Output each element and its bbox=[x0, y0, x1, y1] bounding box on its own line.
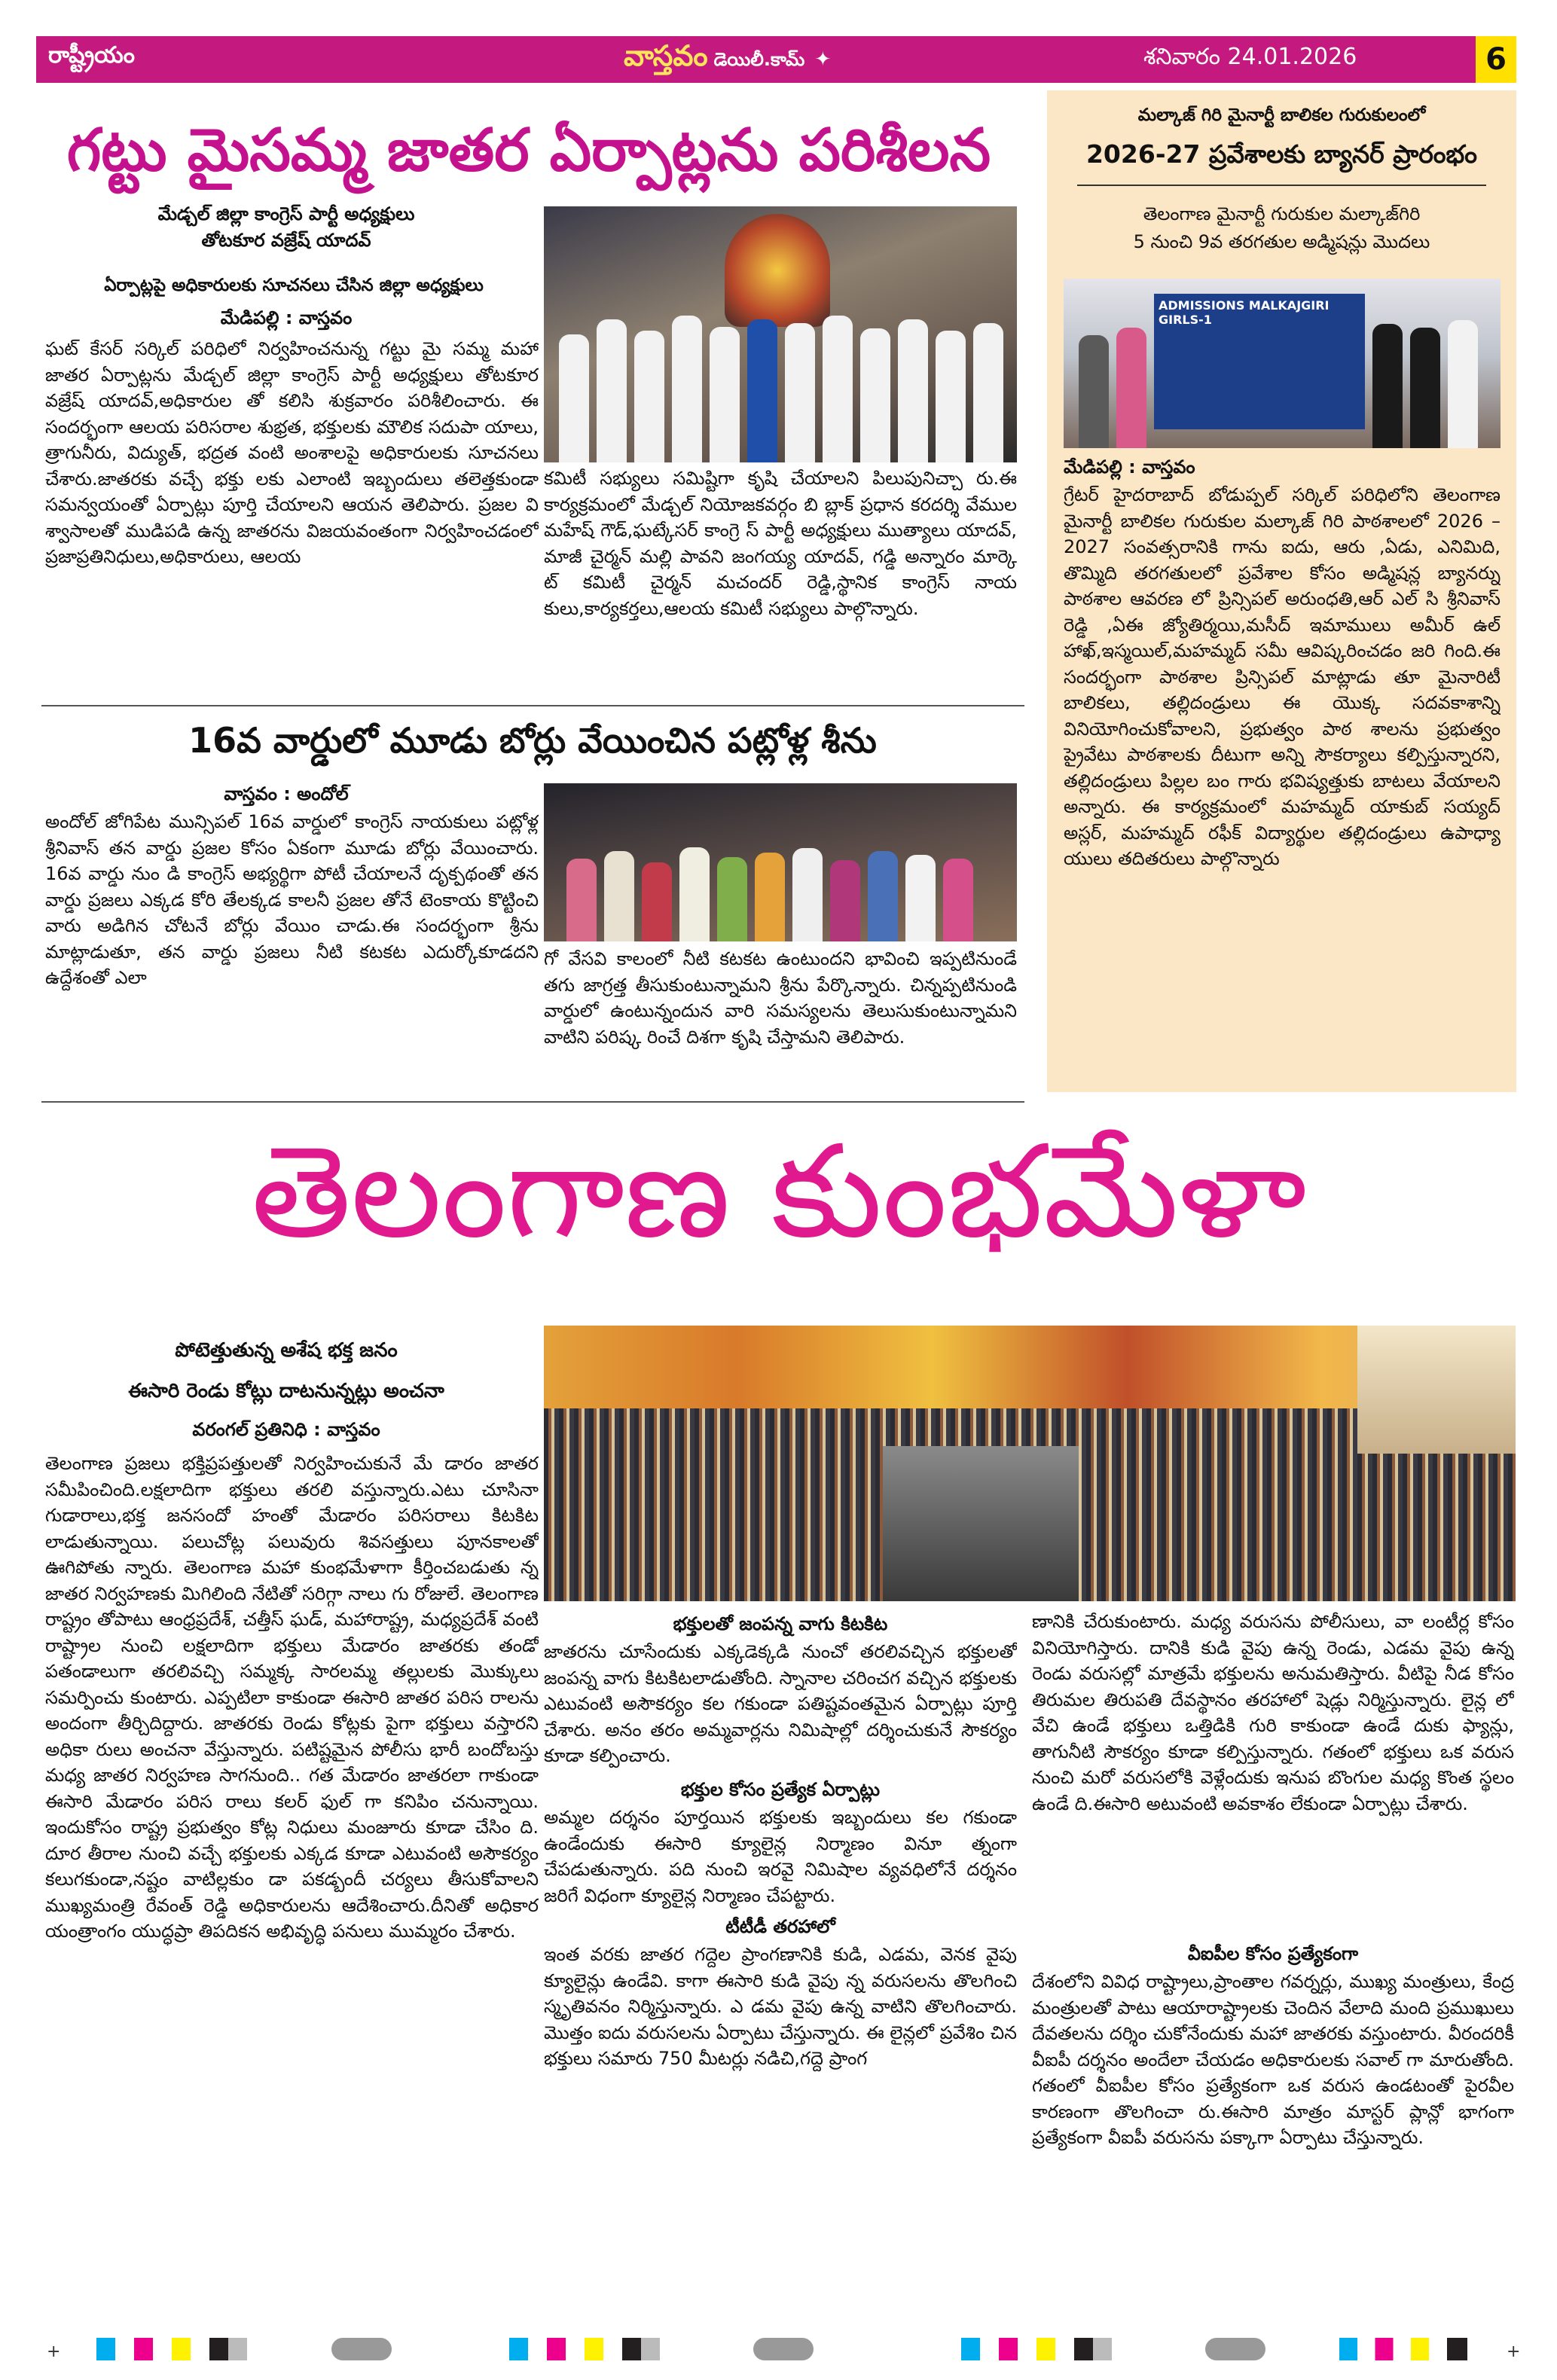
masthead-logo bbox=[624, 39, 831, 80]
side-headline: 2026-27 ప్రవేశాలకు బ్యానర్ ప్రారంభం bbox=[1085, 139, 1478, 169]
side-underline bbox=[1077, 185, 1486, 186]
story1-body-left: ఘట్ కేసర్ సర్కిల్ పరిధిలో నిర్వహించనున్న గట్టు మై సమ్మ మహా జాతర ఏర్పాట్లను మేడ్చల్ జిల్లా కాంగ్రెస్ పార్టీ అధ్యక్షులు తోటకూర వజ్రేష్ యాదవ్,అధికారుల తో కలిసి శుక్రవారం పరిశీలించారు. ఈ సందర్భంగా ఆలయ పరిసరాల శుభ్రత, భక్తులకు మౌలిక సదుపా యాలు, త్రాగునీరు, విద్యుత్, భద్రత వంటి అంశాలపై అధికారులకు సూచనలు చేశారు.జాతరకు వచ్చే భక్తు లకు ఎలాంటి ఇబ్బందులు తలెత్తకుండా సమన్వయంతో ఏర్పాట్లు పూర్తి చేయాలని ఆయన తెలిపారు. ప్రజల వి శ్వాసాలతో ముడిపడి ఉన్న జాతరను విజయవంతంగా నిర్వహించడంలో ప్రజాప్రతినిధులు,అధికారులు, ఆలయ bbox=[45, 338, 539, 567]
page-number: 6 bbox=[1476, 36, 1516, 83]
story3-para-arrangements: అమ్మల దర్శనం పూర్తయిన భక్తులకు ఇబ్బందులు కల గకుండా ఉండేందుకు ఈసారి క్యూలైన్ల నిర్మాణం వినూ త్నంగా చేపడుతున్నారు. పది నుంచి ఇరవై నిమిషాల వ్యవధిలోనే దర్శనం జరిగే విధంగా క్యూలైన్ల నిర్మాణం చేపట్టారు. bbox=[544, 1807, 1017, 1906]
story2-headline: 16వ వార్డులో మూడు బోర్లు వేయించిన పట్లోళ్ల శీను bbox=[188, 720, 877, 761]
story1-headline: గట్టు మైసమ్మ జాతర ఏర్పాట్లను పరిశీలన bbox=[66, 117, 991, 185]
story2-body-left: అందోల్ జోగిపేట మున్సిపల్ 16వ వార్డులో కాంగ్రెస్ నాయకులు పట్లోళ్ల శ్రీనివాస్ తన వార్డు ప్రజల కోసం ఏకంగా మూడు బోర్లు వేయించారు. 16వ వార్డు నుం డి కాంగ్రెస్ అభ్యర్థిగా పోటీ చేయాలనే దృక్పథంతో తన వార్డు ప్రజలు ఎక్కడ కోరి తేలక్కడ కాలనీ ప్రజల తోనే టెంకాయ కొట్టించి వారు అడిగిన చోటనే బోర్లు వేయిం చాడు.ఈ సందర్భంగా శ్రీను మాట్లాడుతూ, తన వార్డు ప్రజలు నీటి కటకట ఎదుర్కోకూడదని ఉద్దేశంతో ఎలా bbox=[45, 811, 539, 988]
gray-oval-1 bbox=[331, 2338, 392, 2360]
goddess-idol-icon bbox=[725, 214, 830, 327]
section-name: రాష్ట్రీయం bbox=[48, 42, 135, 69]
story1-dateline: మేడిపల్లి : వాస్తవం bbox=[220, 307, 353, 328]
story3-dateline: వరంగల్ ప్రతినిధి : వాస్తవం bbox=[192, 1419, 380, 1440]
admission-banner bbox=[1154, 294, 1365, 429]
queue-path bbox=[883, 1446, 1079, 1601]
story1-body-right: కమిటీ సభ్యులు సమిష్టిగా కృషి చేయాలని పిలుపునిచ్చా రు.ఈ కార్యక్రమంలో మేడ్చల్ నియోజకవర్గం బి బ్లాక్ ప్రధాన కరదర్శి వేముల మహేష్ గౌడ్,ఘట్కేసర్ కాంగ్రె స్ పార్టీ అధ్యక్షులు ముత్యాలు యాదవ్, మాజీ చైర్మన్ మల్లి పావని జంగయ్య యాదవ్, గడ్డి అన్నారం మార్కె ట్ కమిటీ చైర్మన్ మచందర్ రెడ్డి,స్థానిక కాంగ్రెస్ నాయ కులు,కార్యకర్తలు,ఆలయ కమిటీ సభ్యులు పాల్గొన్నారు. bbox=[544, 468, 1017, 619]
side-body: గ్రేటర్ హైదరాబాద్ బోడుప్పల్ సర్కిల్ పరిధిలోని తెలంగాణ మైనార్టీ బాలికల గురుకుల మల్కాజ్ గిరి పాఠశాలలో 2026 – 2027 సంవత్సరానికి గాను ఐదు, ఆరు ,ఏడు, ఎనిమిది, తొమ్మిది తరగతులలో ప్రవేశాల కోసం అడ్మిషన్ల బ్యానర్ను పాఠశాల ఆవరణ లో ప్రిన్సిపల్ అరుంధతి,ఆర్ ఎల్ సి శ్రీనివాస్ రెడ్డి ,ఏఈ జ్యోతిర్మయి,మసీద్ ఇమాములు అమీర్ ఉల్ హాఖ్,ఇస్మయిల్,మహమ్మద్ సమీ ఆవిష్కరించడం జరి గింది.ఈ సందర్భంగా పాఠశాల ప్రిన్సిపల్ మాట్లాడు తూ మైనారిటీ బాలికలు, తల్లిదండ్రులు ఈ యొక్క సదవకాశాన్ని వినియోగించుకోవాలని, ప్రభుత్వం పాఠ శాలను ప్రభుత్వం ప్రైవేటు పాఠశాలకు దీటుగా అన్ని సౌకర్యాలు కల్పిస్తున్నారని, తల్లిదండ్రులు పిల్లల బం గారు భవిష్యత్తుకు బాటలు వేయాలని అన్నారు. ఈ కార్యక్రమంలో మహమ్మద్ యాకుబ్ సయ్యద్ అస్లర్, మహమ్మద్ రఫీక్ విద్యార్థుల తల్లిదండ్రులు ఉపాధ్యా యులు తదితరులు పాల్గొన్నారు bbox=[1064, 484, 1501, 869]
side-dateline: మేడిపల్లి : వాస్తవం bbox=[1064, 456, 1195, 478]
gray-oval-3 bbox=[1205, 2338, 1265, 2360]
kumbhamela-banner-title: తెలంగాణ కుంభమేళా bbox=[251, 1118, 1307, 1267]
story2-body-right: గో వేసవి కాలంలో నీటి కటకట ఉంటుందని భావించి ఇప్పటినుండే తగు జాగ్రత్త తీసుకుంటున్నామని శ్రీను పేర్కొన్నారు. చిన్నప్పటినుండి వార్డులో ఉంటున్నందున వారి సమస్యలను తెలుసుకుంటున్నామని వాటిని పరిష్క రించే దిశగా కృషి చేస్తామని తెలిపారు. bbox=[544, 948, 1017, 1048]
story3-subhead-arrangements: భక్తుల కోసం ప్రత్యేక ఏర్పాట్లు bbox=[680, 1779, 881, 1800]
crowd-photo bbox=[544, 1326, 1516, 1601]
gray-oval-2 bbox=[753, 2338, 814, 2360]
temple-building bbox=[1357, 1326, 1516, 1454]
story3-para-jampanna: జాతరను చూసేందుకు ఎక్కడెక్కడి నుంచో తరలివచ్చిన భక్తులతో జంపన్న వాగు కిటకిటలాడుతోంది. స్నానాల చరించగ వచ్చిన భక్తులకు ఎటువంటి అసౌకర్యం కల గకుండా పతిష్టవంతమైన ఏర్పాట్లు పూర్తి చేశారు. అనం తరం అమ్మవార్లను నిమిషాల్లో దర్శించుకునే సౌకర్యం కూడా కల్పించారు. bbox=[544, 1641, 1017, 1766]
side-subhead-1: తెలంగాణ మైనార్టీ గురుకుల మల్కాజ్‌గిరి bbox=[1143, 203, 1421, 224]
story3-para-vip: దేశంలోని వివిధ రాష్ట్రాలు,ప్రాంతాల గవర్నర్లు, ముఖ్య మంత్రులు, కేంద్ర మంత్రులతో పాటు ఆయారాష్ట్రాలకు చెందిన వేలాది మంది ప్రముఖులు దేవతలను దర్శిం చుకోనేందుకు మహా జాతరకు వస్తుంటారు. వీరందరికీ వీఐపీ దర్శనం అందేలా చేయడం అధికారులకు సవాల్ గా మారుతోంది. గతంలో వీఐపీల కోసం ప్రత్యేకంగా ఒక వరుస ఉండటంతో పైరవీల కారణంగా తొలగించా రు.ఈసారి మాత్రం మాస్టర్ ప్లాన్లో భాగంగా ప్రత్యేకంగా వీఐపీ వరుసను పక్కాగా ఏర్పాటు చేస్తున్నారు. bbox=[1032, 1971, 1514, 2148]
story3-para-ttd: ఇంత వరకు జాతర గద్దెల ప్రాంగణానికి కుడి, ఎడమ, వెనక వైపు క్యూలైన్లు ఉండేవి. కాగా ఈసారి కుడి వైపు న్న వరుసలను తొలగించి స్మృతివనం నిర్మిస్తున్నారు. ఎ డమ వైపు ఉన్న వాటిని తొలగించారు. మొత్తం ఐదు వరుసలను ఏర్పాటు చేస్తున్నారు. ఈ లైన్లలో ప్రవేశిం చిన భక్తులు సమారు 750 మీటర్లు నడిచి,గద్దె ప్రాంగ bbox=[544, 1944, 1017, 2069]
story3-subhead-vip: వీఐపీల కోసం ప్రత్యేకంగా bbox=[1187, 1943, 1359, 1964]
sidebar-box bbox=[1047, 90, 1516, 1092]
page-header-band bbox=[36, 36, 1516, 83]
divider bbox=[41, 1101, 1024, 1103]
story1-subhead-1: మేడ్చల్ జిల్లా కాంగ్రెస్ పార్టీ అధ్యక్షులు bbox=[157, 203, 415, 224]
crop-mark: + bbox=[47, 2342, 61, 2361]
story3-subhead-jampanna: భక్తులతో జంపన్న వాగు కిటకిట bbox=[673, 1613, 888, 1634]
issue-date: శనివారం 24.01.2026 bbox=[1143, 44, 1357, 70]
story3-subhead-2: ఈసారి రెండు కోట్లు దాటనున్నట్లు అంచనా bbox=[128, 1380, 444, 1402]
story1-subhead-3: ఏర్పాట్లపై అధికారులకు సూచనలు చేసిన జిల్లా అధ్యక్షులు bbox=[104, 276, 484, 295]
side-subhead-2: 5 నుంచి 9వ తరగతుల అడ్మిషన్లు మొదలు bbox=[1133, 231, 1430, 252]
story3-column-1: తెలంగాణ ప్రజలు భక్తిప్రపత్తులతో నిర్వహించుకునే మే డారం జాతర సమీపించింది.లక్షలాదిగా భక్తులు తరలి వస్తున్నారు.ఎటు చూసినా గుడారాలు,భక్త జనసందో హంతో మేడారం పరిసరాలు కిటకిట లాడుతున్నాయి. పలుచోట్ల పలువురు శివసత్తులు పూనకాలతో ఊగిపోతు న్నారు. తెలంగాణ మహా కుంభమేళాగా కీర్తించబడుతు న్న జాతర నిర్వహణకు మిగిలింది నేటితో సరిగ్గా నాలు గు రోజులే. తెలంగాణ రాష్ట్రం తోపాటు ఆంధ్రప్రదేశ్, చత్తీస్ ఘడ్, మహారాష్ట్ర, మధ్యప్రదేశ్ వంటి రాష్ట్రాల నుంచి లక్షలాదిగా భక్తులు మేడారం జాతరకు తండో పతండాలుగా తరలివచ్చి సమ్మక్క సారలమ్మ తల్లులకు మొక్కులు సమర్పించు కుంటారు. ఎప్పటిలా కాకుండా ఈసారి జాతర పరిస రాలను అందంగా తీర్చిదిద్దారు. జాతరకు రెండు కోట్లకు పైగా భక్తులు వస్తారని అధికా రులు అంచనా వేస్తున్నారు. పటిష్టమైన పోలీసు భారీ బందోబస్తు మధ్య జాతర నిర్వహణ సాగనుంది.. గత మేడారం జాతరలా గాకుండా ఈసారి మేడారం పరిస రాలు కలర్ ఫుల్ గా కనిపిం చనున్నాయి. ఇందుకోసం రాష్ట్ర ప్రభుత్వం కోట్ల నిధులు మంజూరు కూడా చేసిం ది. దూర తీరాల నుంచి వచ్చే భక్తులకు ఎక్కడ కూడా ఎటువంటి అసౌకర్యం కలుగకుండా,నష్టం వాటిల్లకుం డా పకడ్బందీ చర్యలు తీసుకోవాలని ముఖ్యమంత్రి రేవంత్ రెడ్డి అధికారులను ఆదేశించారు.దీనితో అధికార యంత్రాంగం యుద్ధప్రా తిపదికన అభివృద్ధి పనులు ముమ్మరం చేశారు. bbox=[45, 1453, 539, 1942]
banner-text: ADMISSIONS MALKAJGIRI GIRLS-1 bbox=[1159, 298, 1330, 327]
bird-icon: ✦ bbox=[814, 48, 832, 71]
logo-text: వాస్తవం bbox=[624, 39, 708, 72]
color-bar-3 bbox=[961, 2338, 1112, 2360]
logo-subtext: డెయిలీ.కామ్ bbox=[713, 49, 805, 70]
side-kicker: మల్కాజ్ గిరి మైనార్టీ బాలికల గురుకులంలో bbox=[1137, 105, 1426, 125]
story2-dateline: వాస్తవం : అందోల్ bbox=[224, 783, 349, 804]
story3-subhead-ttd: టీటీడీ తరహాలో bbox=[725, 1916, 835, 1937]
color-bar-1 bbox=[96, 2338, 247, 2360]
side-photo bbox=[1064, 279, 1501, 448]
color-bar-2 bbox=[509, 2338, 660, 2360]
story3-subhead-1: పోటెత్తుతున్న అశేష భక్త జనం bbox=[175, 1339, 398, 1362]
story1-photo bbox=[544, 206, 1017, 462]
story2-photo bbox=[544, 783, 1017, 941]
story1-subhead-2: తోటకూర వజ్రేష్ యాదవ్ bbox=[201, 230, 371, 251]
divider bbox=[41, 705, 1024, 706]
color-bar-4 bbox=[1339, 2338, 1467, 2360]
story3-para-continued: ణానికి చేరుకుంటారు. మధ్య వరుసను పోలీసులు, వా లంటీర్ల కోసం వినియోగిస్తారు. దానికి కుడి వైపు ఉన్న రెండు, ఎడమ వైపు ఉన్న రెండు వరుసల్లో మాత్రమే భక్తులను అనుమతిస్తారు. వీటిపై నీడ కోసం తిరుమల తిరుపతి దేవస్థానం తరహాలో షెడ్లు నిర్మిస్తున్నారు. లైన్ల లో వేచి ఉండే భక్తులు ఒత్తిడికి గురి కాకుండా ఉండే దుకు ఫ్యాన్లు, తాగునీటి సౌకర్యం కూడా కల్పిస్తున్నారు. గతంలో భక్తులు ఒక వరుస నుంచి మరో వరుసలోకి వెళ్లేందుకు ఇనుప బొంగుల మధ్య కొంత స్థలం ఉండే ది.ఈసారి అటువంటి అవకాశం లేకుండా ఏర్పాట్లు చేశారు. bbox=[1032, 1611, 1514, 1814]
crop-mark: + bbox=[1507, 2342, 1521, 2361]
